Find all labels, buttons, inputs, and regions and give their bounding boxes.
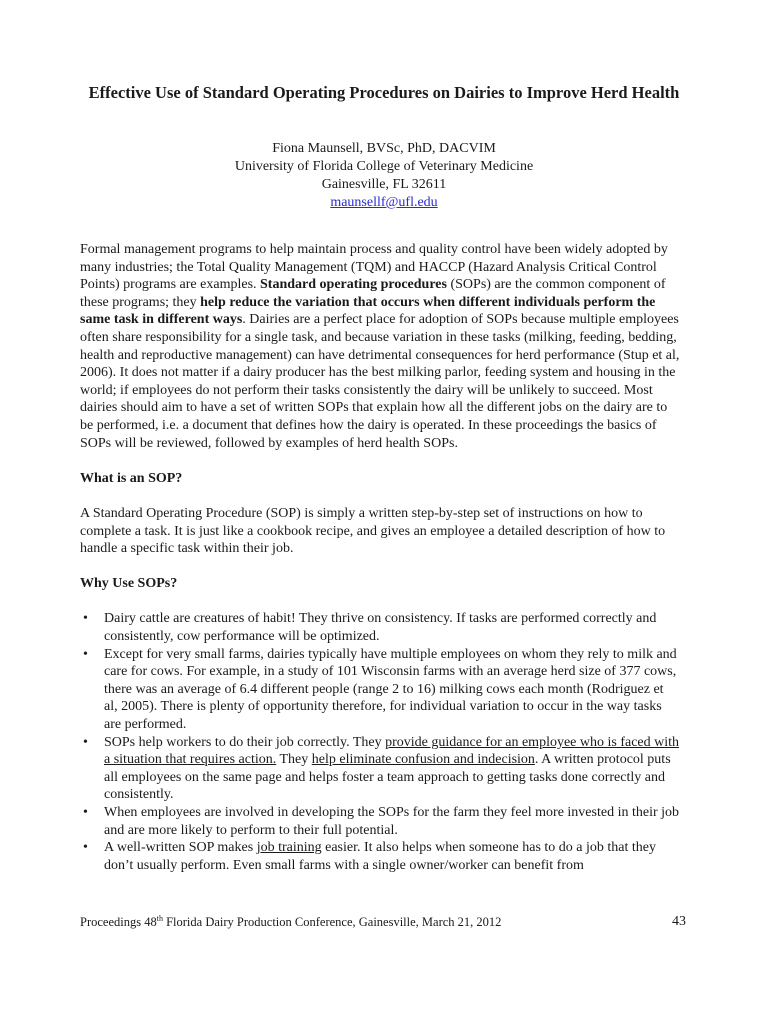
why-use-sops-list <box>80 610 680 874</box>
page-footer <box>80 914 686 930</box>
footer-citation: Proceedings 48th Florida Dairy Production Conference, Gainesville, March 21, 2012 <box>80 913 502 929</box>
page-number: 43 <box>672 914 686 929</box>
section-heading-why-use-sops: Why Use SOPs? <box>80 576 178 592</box>
list-item: • When employees are involved in developing the SOPs for the farm they feel more invested in their job and are more likely to perform to their full potential. <box>83 805 680 838</box>
bullet-icon: • <box>83 805 88 820</box>
underlined-job-training: job training <box>256 840 322 856</box>
author-block <box>80 140 688 212</box>
list-item: • Except for very small farms, dairies typically have multiple employees on whom they rely to milk and care for cows. For example, in a study of 101 Wisconsin farms with an average herd size of 377 cows, there was an average of 6.4 different people (range 2 to 16) milking cows each month (Rodriguez et al, 2005). There is plenty of opportunity therefore, for individual variation to occur in the way tasks are performed. <box>83 646 677 733</box>
author-location: Gainesville, FL 32611 <box>321 177 447 192</box>
intro-bold-sop: Standard operating procedures <box>260 277 447 293</box>
paper-body <box>80 241 680 874</box>
bullet-icon: • <box>83 734 88 750</box>
section-what-is-sop-text: A Standard Operating Procedure (SOP) is simply a written step-by-step set of instructions on how to complete a task. It is just like a cookbook recipe, and gives an employee a detailed description of how to handle a specific task within their job. <box>80 505 666 557</box>
bullet-icon: • <box>83 646 88 662</box>
underlined-confusion: help eliminate confusion and indecision <box>311 752 535 768</box>
author-affiliation: University of Florida College of Veterinary Medicine <box>234 159 534 174</box>
list-item: • A well-written SOP makes job training easier. It also helps when someone has to do a job that they don’t usually perform. Even small farms with a single owner/worker can benefit from <box>83 840 656 873</box>
bullet-icon: • <box>83 611 88 627</box>
section-heading-what-is-sop: What is an SOP? <box>80 470 183 486</box>
author-email-link[interactable]: maunsellf@ufl.edu <box>330 195 438 210</box>
list-item: • Dairy cattle are creatures of habit! They thrive on consistency. If tasks are performed correctly and consistently, cow performance will be optimized. <box>83 611 657 645</box>
underlined-guidance: provide guidance for an employee who is faced with a situation that requires action. <box>104 734 680 768</box>
list-item: • SOPs help workers to do their job correctly. They provide guidance for an employee who is faced with a situation that requires action. They help eliminate confusion and indecision. A written protocol puts all employees on the same page and helps foster a team approach to getting tasks done correctly and consistently. <box>83 734 680 803</box>
intro-paragraph: Formal management programs to help maintain process and quality control have been widely adopted by many industries; the Total Quality Management (TQM) and HACCP (Hazard Analysis Critical Control Points) programs are examples. Standard operating procedures (SOPs) are the common component of these programs; they help reduce the variation that occurs when different individuals perform the same task in different ways. Dairies are a perfect place for adoption of SOPs because multiple employees often share responsibility for a single task, and because variation in these tasks (milking, feeding, bedding, health and reproductive management) can have detrimental consequences for herd performance (Stup et al, 2006). It does not matter if a dairy producer has the best milking parlor, feeding system and housing in the world; if employees do not perform their tasks consistently the dairy will be unlikely to succeed. Most dairies should aim to have a set of written SOPs that explain how all the different jobs on the dairy are to be performed, i.e. a document that defines how the dairy is operated. In these proceedings the basics of SOPs will be reviewed, followed by examples of herd health SOPs. <box>80 242 680 451</box>
paper-title: Effective Use of Standard Operating Procedures on Dairies to Improve Herd Health <box>88 83 680 102</box>
intro-bold-variation: help reduce the variation that occurs when different individuals perform the same task in different ways <box>80 294 656 328</box>
bullet-icon: • <box>83 840 88 856</box>
author-name: Fiona Maunsell, BVSc, PhD, DACVIM <box>272 141 496 156</box>
